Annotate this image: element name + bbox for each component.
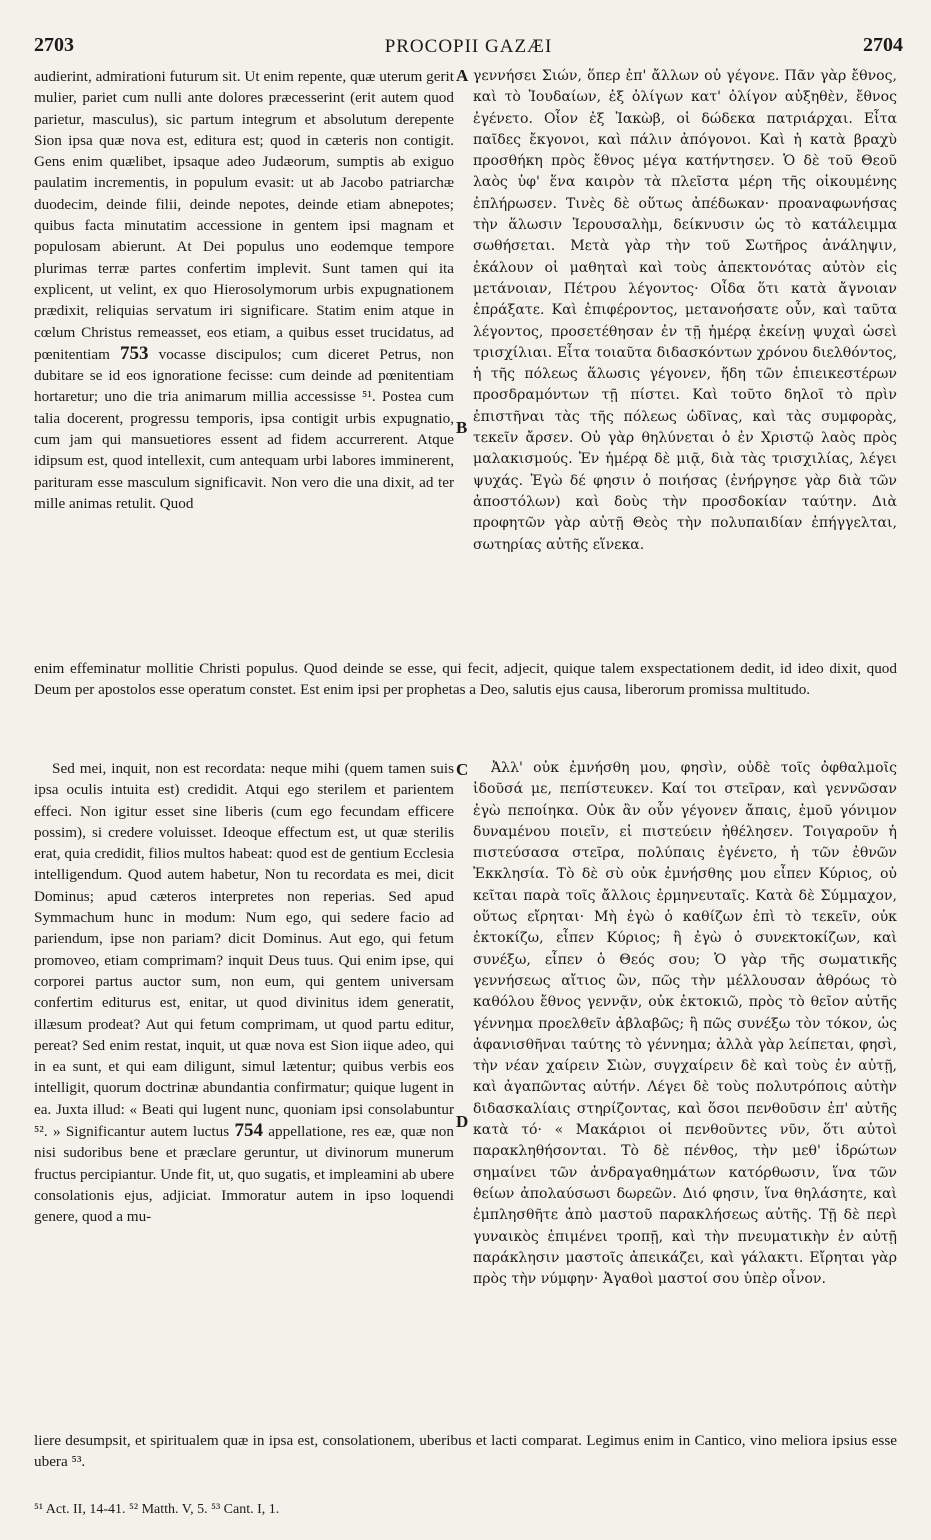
greek-paragraph: Ἀλλ' οὐκ ἐμνήσθη μου, φησὶν, οὐδὲ τοῖς ὀφθαλμοῖς ἰδοῦσά με, πεπίστευκεν. Καί τοι στεῖραν, καὶ γεννῶσαν ἐγὼ πεποίηκα. Οὐκ ἂν οὖν γέγονεν ἄπαις, ἐμοῦ γόνιμον δυναμένου ποιεῖν, εἰ πιστεύειν ἠθέλησεν. Τοιγαροῦν ἡ πιστεύσασα στεῖρα, πολύπαις ἐγένετο, ἡ τῶν ἐθνῶν Ἐκκλησία. Τὸ δὲ σὺ οὐκ ἐμνήσθης μου εἶπεν Κύριος, οὐ κεῖται παρὰ τοῖς ἄλλοις ἑρμηνευταῖς. Κατὰ δὲ Σύμμαχον, οὕτως εἴρηται· Μὴ ἐγὼ ὁ καθίζων ἐπὶ τὸ τεκεῖν, οὐκ ἐκτοκίζω, εἶπεν Κύριος; ἢ ἐγὼ ὁ συνεκτοκίζων, καὶ συνέξω, εἶπεν ὁ Θεός σου; Ὁ γὰρ τῆς σωματικῆς γεννήσεως αἴτιος ὢν, πῶς τὴν μέλλουσαν ἀθρόως τὸ καθόλου ἔθνος γεννᾷν, οὐκ ἐκτοκιῶ, πρὸς τὸ θεῖον αὐτῆς γέννημα προελθεῖν ἀβλαβῶς; ἢ πῶς συνέξω τὸν τόκον, ὡς ἀφανισθῆναι ταύτης τὸ γέννημα; ἀλλὰ γὰρ λείπεται, φησὶ, τὴν νέαν χαίρειν Σιὼν, συγχαίρειν δὲ καὶ τοὺς ἐν αὐτῇ, καὶ ἀγαπῶντας αὐτήν. Λέγει δὲ τοὺς πολυτρόποις αὐτὴν διδασκαλίαις στηρίζοντας, καὶ ὅσοι πενθοῦσιν ἐπ' αὐτῆς κατὰ τό· « Μακάριοι οἱ πενθοῦντες νῦν, ὅτι αὐτοὶ παρακληθήσονται. Τὸ δὲ πένθος, τὴν μεθ' ἱδρώτων σημαίνει τῶν ἀνδραγαθημάτων κατόρθωσιν, ἵνα τῶν θείων ἀπολαύσωσι δωρεῶν. Διό φησιν, ἵνα θηλάσητε, καὶ ἐμπλησθῆτε ἀπὸ μαστοῦ παρακλήσεως αὐτῆς. Τῇ δὲ περὶ γυναικὸς ἐπιμένει τροπῇ, καὶ τὴν πνευματικὴν ἐν αὐτῇ παράκλησιν μαστοῖς ἀπεικάζει, καὶ γάλακτι. Εἴρηται γὰρ πρὸς τὴν νύμφην· Ἀγαθοὶ μαστοί σου ὑπὲρ οἶνον. [473,760,897,1288]
running-title: PROCOPII GAZÆI [384,36,553,57]
page-number-right: 2704 [863,34,903,56]
latin-paragraph: audierint, admirationi futurum sit. Ut enim repente, quæ uterum gerit mulier, pariet cum nulli ante dolores præcesserint (erit autem quod parietur, masculus), sic partum integrum et absolutum derepente Sion ipsa quæ nova est, editura est; quod in cæteris non contigit. Gens enim quælibet, ipsaque adeo Judæorum, sumptis ab exiguo paulatim incrementis, in populum evasit: ut ab Jacobo patriarchæ duodecim, deinde filii, deinde nepotes, deinde etiam abnepotes; quibus facta minutatim accessione in gentem ipsi magnam et populosam abierunt. At Dei populus uno eodemque tempore plurimas terræ partes confertim implevit. Sunt tamen qui ita explicent, ut velint, ex quo Hierosolymorum urbis expugnationem prædixit, reliquias servatum iri significare. Statim enim atque in cœlum Christus remeasset, eos etiam, a quibus esset trucidatus, ad pœnitentiam 753 vocasse discipulos; cum diceret Petrus, non dubitare se id eos ignoratione fecisse: cum deinde ad pœnitentiam hortaretur; uno die tria animarum millia accessisse ⁵¹. Postea cum talia docerent, progressu temporis, ipsa contigit urbis expugnatio, cum jam qui mansuetiores essent ad fidem accurrerent. Atque idipsum est, quod intellexit, cum antequam urbi labores imminerent, parituram esse masculum significavit. Non vero die una dixit, ad ter mille animas retulit. Quod [34,68,455,512]
latin-paragraph: Sed mei, inquit, non est recordata: neque mihi (quem tamen suis ipsa oculis intuita est) credidit. Atqui ego sterilem et parientem effeci. Non igitur esset sine liberis (cum ego fecundam efficere possim), si credere voluisset. Ideoque effectum est, ut quæ sterilis erat, quia credidit, filios multos habeat: quod est de gentium Ecclesia intelligendum. Quod autem habetur, Non tu recordata es mei, dicit Dominus; apud cæteros interpretes non reperias. Sed apud Symmachum hunc in modum: Num ego, qui sedere facio ad pariendum, ipse non pariam? dicit Dominus. Aut ego, qui fetum promoveo, etiam comprimam? inquit Deus tuus. Qui enim ipse, qui corporei partus auctor sum, non eum, qui gentem universam confertim editurus est, enitar, ut quod divinitus idem generatit, illæsum prodeat? Aut qui fetum comprimam, ut quod partu editur, pereat? Sed enim restat, inquit, ut quæ nova est Sion iique adeo, qui in ea sunt, et qui eam diligunt, simul lætentur; quibus verbis eos intelligit, quorum doctrinæ abundantia confirmatur; quique lugent in ea. Juxta illud: « Beati qui lugent nunc, quoniam ipsi consolabuntur ⁵². » Significantur autem luctus 754 appellatione, res eæ, quæ non nisi sudoribus bene et præclare geruntur, ut divinorum munerum fructus percipiantur. Unde fit, ut, quo sugatis, et impleamini ab ubere consolationis ejus, adjiciat. Immoratur autem in ipso loquendi genere, quod a mu- [34,760,454,1226]
column-number-753: 753 [120,342,149,364]
latin-continuation: liere desumpsit, et spiritualem quæ in ipsa est, consolationem, uberibus et lacti comparat. Legimus enim in Cantico, vino meliora ipsius esse ubera ⁵³. [34,1432,897,1471]
greek-column-top [473,66,897,556]
margin-marker-c: C [456,760,469,779]
margin-marker-b: B [456,418,468,437]
page-header [34,34,903,64]
latin-column-bottom [34,758,454,1228]
page-number-left: 2703 [34,34,74,56]
fullwidth-continuation-2 [34,1430,897,1473]
footnotes: ⁵¹ Act. II, 14-41. ⁵² Matth. V, 5. ⁵³ Cant. I, 1. [34,1502,280,1517]
fullwidth-continuation-1 [34,658,897,701]
greek-paragraph: γεννήσει Σιών, ὅπερ ἐπ' ἄλλων οὐ γέγονε. Πᾶν γὰρ ἔθνος, καὶ τὸ Ἰουδαίων, ἐξ ὀλίγων κατ' ὀλίγον αὐξηθὲν, ἔθνος ἐγένετο. Οἷον ἐξ Ἰακὼβ, οἱ δώδεκα πατριάρχαι. Εἶτα παῖδες ἔκγονοι, καὶ πάλιν ἀπόγονοι. Καὶ ἡ κατὰ βραχὺ προσθήκη πρὸς ἔθνος μέγα κατήντησεν. Ὁ δὲ τοῦ Θεοῦ λαὸς ὑφ' ἕνα καιρὸν τὰ πλεῖστα μέρη τῆς οἰκουμένης ἐπλήρωσεν. Τινὲς δὲ οὕτως ἀπέδωκαν· προαναφωνήσας τὴν ἅλωσιν Ἱερουσαλὴμ, δείκνυσιν ὡς τὸ κατάλειμμα σωθήσεται. Μετὰ γὰρ τὴν τοῦ Σωτῆρος ἀνάληψιν, ἐκάλουν οἱ μαθηταὶ καὶ τοὺς ἀπεκτονότας αὐτὸν εἰς μετάνοιαν, Πέτρου λέγοντος· Οἶδα ὅτι κατὰ ἄγνοιαν ἐπράξατε. Καὶ ἐπιφέροντος, μετανοήσατε οὖν, καὶ ταῦτα λέγοντος, προσετέθησαν ἐν τῇ ἡμέρᾳ ἐκείνῃ ψυχαὶ ὡσεὶ τρισχίλιαι. Εἶτα τοιαῦτα διδασκόντων χρόνου διελθόντος, ἡ τῆς πόλεως ἅλωσις γέγονεν, ἤδη τῶν ἐπιεικεστέρων προσδραμόντων τῇ πίστει. Καὶ τοῦτο δηλοῖ τὸ πρὶν ἐπιστῆναι τὰς τῆς πόλεως ὠδῖνας, καὶ τὰς συμφορὰς, τεκεῖν ἄρσεν. Οὐ γὰρ θηλύνεται ὁ ἐν Χριστῷ λαὸς πρὸς μαλακισμούς. Ἐν ἡμέρᾳ δὲ μιᾷ, διὰ τὰς τρισχιλίας, λέγει ψυχάς. Ἐγὼ δέ φησιν ὁ ποιήσας (ἐνήργησε γὰρ διὰ τῶν ἀποστόλων) καὶ δοὺς τὴν προσδοκίαν ταύτην. Διὰ προφητῶν γὰρ αὐτῇ Θεὸς τὴν πολυπαιδίαν ἐπήγγελται, σωτηρίας αὐτῆς εἵνεκα. [473,68,897,553]
column-number-754: 754 [234,1120,263,1142]
latin-continuation: enim effeminatur mollitie Christi populus. Quod deinde se esse, qui fecit, adjecit, quique talem exspectationem dedit, id ideo dixit, quod Deum per apostolos esse operatum constet. Est enim ipsi per prophetas a Deo, salutis ejus causa, liberorum promissa multitudo. [34,660,897,699]
latin-column-top [34,66,454,514]
margin-marker-d: D [456,1112,469,1131]
greek-column-bottom [473,758,897,1290]
margin-marker-a: A [456,66,469,85]
